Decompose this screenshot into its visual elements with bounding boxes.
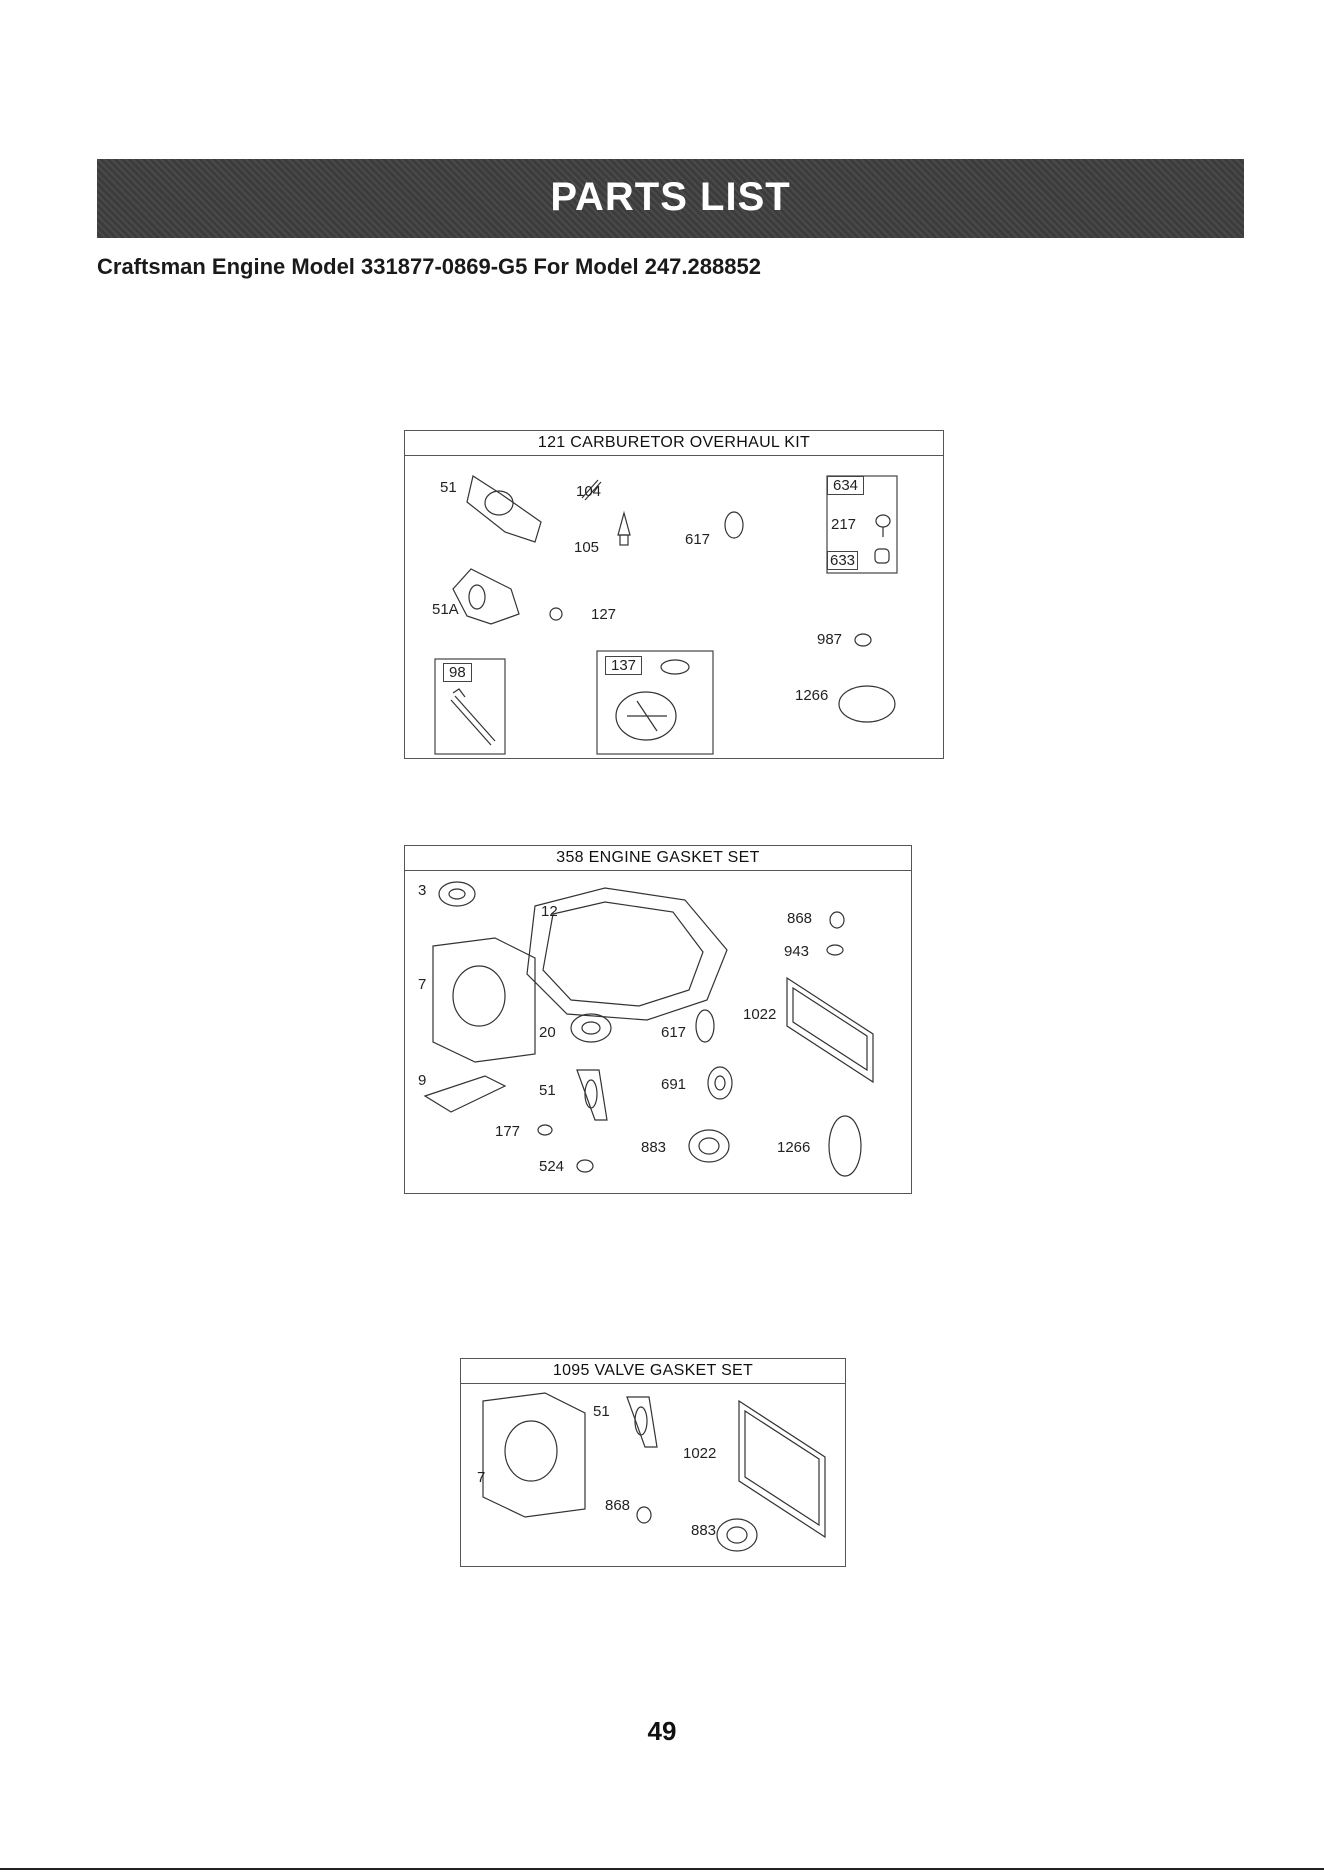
part-label: 51 <box>539 1082 556 1099</box>
part-label: 883 <box>691 1522 717 1539</box>
part-label: 12 <box>541 903 558 920</box>
part-987-icon <box>855 634 871 646</box>
carburetor-kit-panel <box>404 430 944 759</box>
part-label: 3 <box>418 882 427 899</box>
part-label: 177 <box>495 1123 521 1140</box>
part-label: 51A <box>432 601 459 618</box>
part-127-icon <box>550 608 562 620</box>
part-label: 51 <box>435 479 462 496</box>
part-label: 98 <box>443 663 472 682</box>
part-label: 127 <box>591 606 617 623</box>
part-label: 217 <box>831 516 857 533</box>
part-label: 633 <box>827 551 858 570</box>
kit-title: 121 CARBURETOR OVERHAUL KIT <box>405 431 943 456</box>
gasket-51-icon <box>467 476 541 542</box>
valve-gasket-set-panel <box>460 1358 846 1567</box>
part-217-icon <box>876 515 890 537</box>
part-label: 1022 <box>683 1445 717 1462</box>
part-868-icon <box>637 1507 651 1523</box>
part-524-icon <box>577 1160 593 1172</box>
valve-gasket-illustration <box>461 1359 845 1566</box>
part-label: 137 <box>605 656 642 675</box>
gasket-51-icon <box>627 1397 657 1447</box>
part-label: 1266 <box>795 687 829 704</box>
oring-1266-icon <box>829 1116 861 1176</box>
part-label: 20 <box>539 1024 556 1041</box>
gasket-1022-icon <box>739 1401 825 1537</box>
gasket-7-icon <box>483 1393 585 1517</box>
part-label: 943 <box>784 943 810 960</box>
part-label: 7 <box>477 1469 486 1486</box>
kit-title: 358 ENGINE GASKET SET <box>405 846 911 871</box>
bottom-rule <box>0 1868 1324 1870</box>
banner-title: PARTS LIST <box>550 175 791 219</box>
part-943-icon <box>827 945 843 955</box>
part-label: 634 <box>827 476 864 495</box>
part-label: 868 <box>605 1497 631 1514</box>
gasket-7-icon <box>433 938 535 1062</box>
part-label: 987 <box>817 631 843 648</box>
part-label: 104 <box>576 483 602 500</box>
part-label: 617 <box>685 531 711 548</box>
kit-title: 1095 VALVE GASKET SET <box>461 1359 845 1384</box>
part-label: 868 <box>787 910 813 927</box>
oring-617-icon <box>696 1010 714 1042</box>
oring-617-icon <box>725 512 743 538</box>
oring-1266-icon <box>839 686 895 722</box>
gasket-51a-icon <box>453 569 519 624</box>
gasket-51-icon <box>577 1070 607 1120</box>
part-label: 7 <box>418 976 427 993</box>
needle-105-icon <box>618 513 630 545</box>
part-label: 1266 <box>777 1139 811 1156</box>
part-177-icon <box>538 1125 552 1135</box>
parts-list-banner <box>97 159 1244 238</box>
part-label: 524 <box>539 1158 565 1175</box>
engine-gasket-set-panel <box>404 845 912 1194</box>
part-label: 9 <box>418 1072 427 1089</box>
part-label: 883 <box>641 1139 667 1156</box>
seal-20-icon <box>571 1014 611 1042</box>
part-label: 105 <box>574 539 600 556</box>
part-label: 51 <box>593 1403 610 1420</box>
page-number: 49 <box>647 1716 677 1746</box>
gasket-883-icon <box>689 1130 729 1162</box>
part-label: 1022 <box>743 1006 777 1023</box>
part-label: 617 <box>661 1024 687 1041</box>
seal-691-icon <box>708 1067 732 1099</box>
gasket-9-icon <box>425 1076 505 1112</box>
part-label: 691 <box>661 1076 687 1093</box>
gasket-1022-icon <box>787 978 873 1082</box>
part-633-icon <box>875 549 889 563</box>
screw-98-icon <box>451 689 495 745</box>
gasket-883-icon <box>717 1519 757 1551</box>
part-868-icon <box>830 912 844 928</box>
seal-3-icon <box>439 882 475 906</box>
page-subtitle: Craftsman Engine Model 331877-0869-G5 For Model 247.288852 <box>97 254 761 279</box>
